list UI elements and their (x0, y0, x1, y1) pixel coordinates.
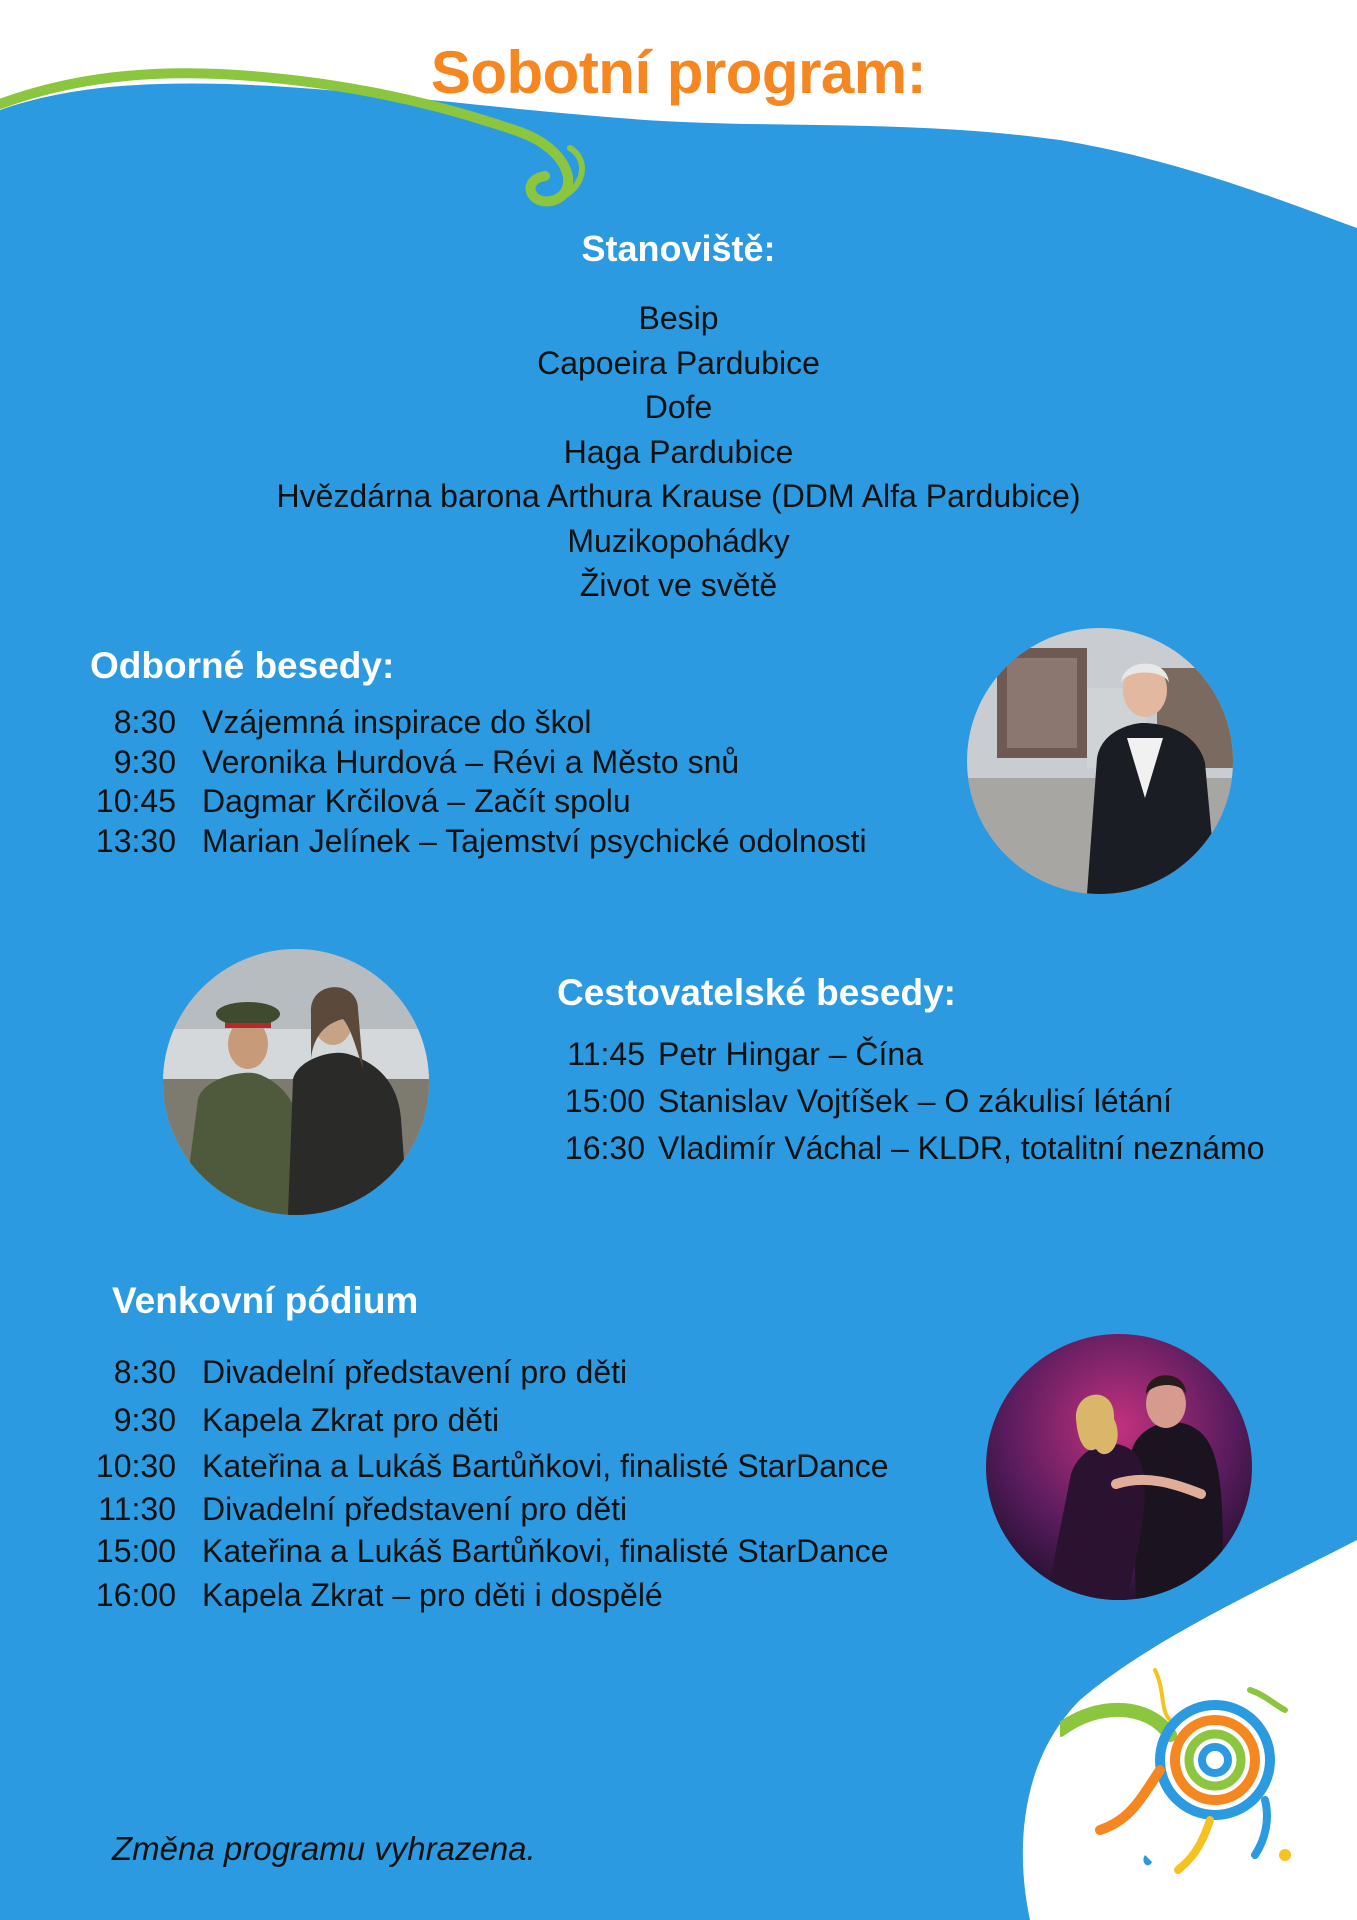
table-row (92, 1396, 889, 1444)
odborne-schedule (92, 703, 867, 861)
event: Stanislav Vojtíšek – O zákulisí létání (658, 1083, 1173, 1119)
time: 13:30 (95, 822, 176, 859)
time: 16:00 (95, 1576, 176, 1613)
time: 8:30 (113, 1353, 176, 1390)
time: 8:30 (113, 704, 176, 741)
list-item: Haga Pardubice (563, 433, 794, 470)
event: Vzájemná inspirace do škol (202, 704, 592, 741)
table-row (557, 1125, 1265, 1172)
photo-dancers (986, 1334, 1252, 1600)
table-row (557, 1031, 1265, 1078)
page-title: Sobotní program: (430, 39, 927, 106)
table-row (92, 743, 867, 783)
event: Marian Jelínek – Tajemství psychické odolnosti (202, 822, 867, 859)
cestovatelske-heading: Cestovatelské besedy: (557, 972, 956, 1013)
time: 11:45 (567, 1036, 645, 1072)
table-row (92, 1529, 889, 1573)
event: Kateřina a Lukáš Bartůňkovi, finalisté StarDance (202, 1448, 889, 1484)
time: 10:30 (95, 1448, 176, 1484)
cestovatelske-schedule (557, 1031, 1265, 1172)
table-row (92, 703, 867, 743)
podium-heading: Venkovní pódium (112, 1280, 419, 1321)
stanoviste-heading: Stanoviště: (581, 228, 776, 269)
list-item: Život ve světě (579, 567, 778, 603)
table-row (557, 1078, 1265, 1125)
event: Dagmar Krčilová – Začít spolu (202, 783, 631, 820)
table-row (92, 1573, 889, 1617)
table-row (92, 822, 867, 862)
table-row (92, 782, 867, 822)
footer-note: Změna programu vyhrazena. (112, 1830, 536, 1867)
time: 11:30 (98, 1490, 176, 1527)
time: 15:00 (95, 1532, 176, 1569)
event: Veronika Hurdová – Révi a Město snů (202, 743, 740, 780)
list-item: Dofe (644, 389, 713, 425)
event: Divadelní představení pro děti (202, 1490, 628, 1527)
event: Vladimír Váchal – KLDR, totalitní neznámo (658, 1130, 1265, 1166)
time: 16:30 (564, 1130, 645, 1166)
table-row (92, 1444, 889, 1489)
event: Petr Hingar – Čína (658, 1036, 924, 1072)
event: Kapela Zkrat – pro děti i dospělé (202, 1576, 663, 1613)
event: Divadelní představení pro děti (202, 1353, 628, 1390)
event: Kateřina a Lukáš Bartůňkovi, finalisté StarDance (202, 1532, 889, 1569)
stanoviste-list (0, 296, 1357, 608)
swirl-logo-icon (1060, 1650, 1300, 1880)
list-item: Capoeira Pardubice (537, 344, 820, 381)
list-item: Besip (638, 300, 719, 336)
photo-travelers (163, 949, 429, 1215)
podium-schedule (92, 1348, 889, 1617)
time: 15:00 (564, 1083, 645, 1119)
time: 10:45 (95, 783, 176, 820)
list-item: Hvězdárna barona Arthura Krause (DDM Alfa Pardubice) (276, 478, 1081, 514)
table-row (92, 1348, 889, 1396)
photo-speaker (967, 628, 1233, 894)
time: 9:30 (113, 743, 176, 780)
list-item: Muzikopohádky (567, 522, 790, 559)
table-row (92, 1489, 889, 1529)
event: Kapela Zkrat pro děti (202, 1401, 500, 1438)
time: 9:30 (113, 1401, 176, 1438)
odborne-heading: Odborné besedy: (90, 645, 395, 686)
